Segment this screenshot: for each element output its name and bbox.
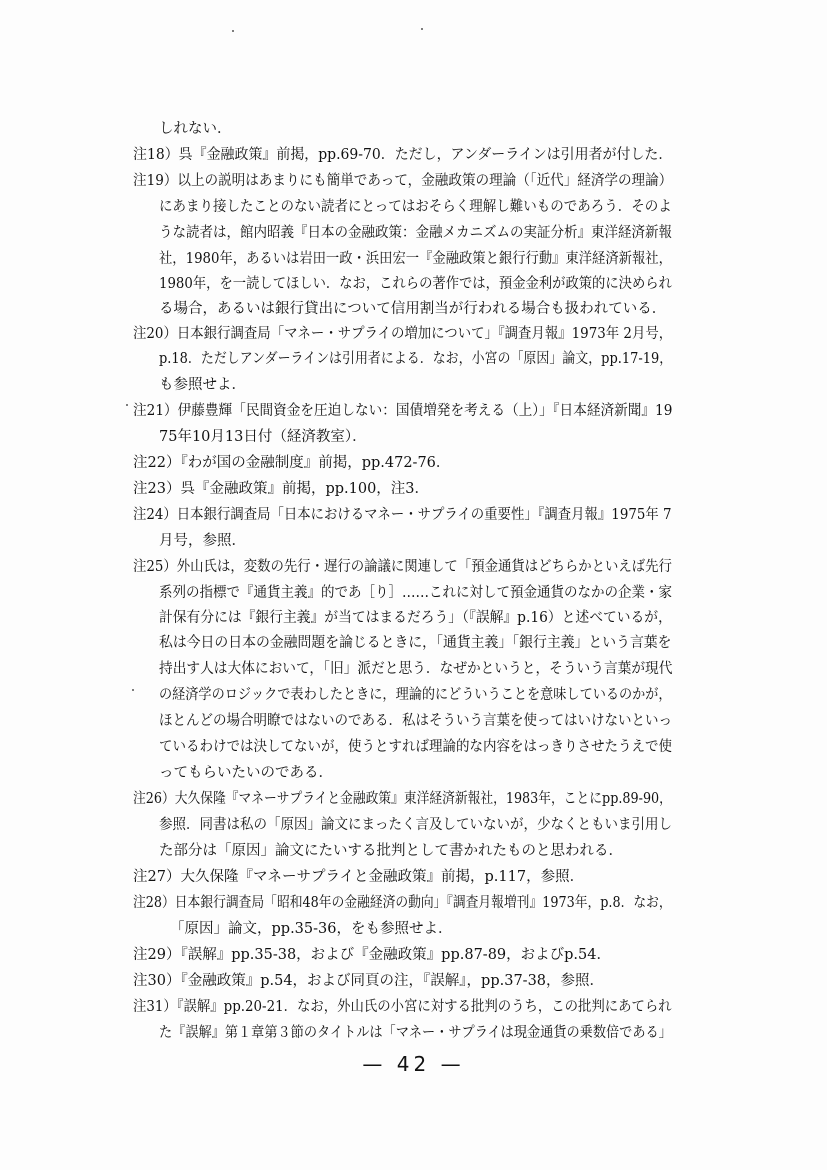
footnote-25-line-5: 持出す人は大体において，「旧」派だと思う．なぜかというと，そういう言葉が現代 <box>159 661 673 677</box>
footnote-30: 注30）『金融政策』p.54，および同頁の注，『誤解』，pp.37-38，参照． <box>133 973 605 989</box>
footnote-22: 注22）『わが国の金融制度』前掲，pp.472-76． <box>133 455 451 471</box>
footnote-19-line-5: 1980年，を一読してほしい．なお，これらの著作では，預金金利が政策的に決められ <box>159 276 672 292</box>
footnote-24-line-2: 月号，参照． <box>159 533 246 549</box>
text-line-01: しれない． <box>159 121 232 137</box>
scan-speck <box>126 404 128 406</box>
footnote-25-line-3: 計保有分には『銀行主義』が当てはまるだろう」（『誤解』p.16）と述べているが， <box>159 610 672 626</box>
scan-speck <box>421 28 423 30</box>
footnote-20-line-3: も参照せよ． <box>159 377 246 393</box>
footnote-20: 注20）日本銀行調査局「マネー・サプライの増加について」『調査月報』1973年 2月号， <box>133 326 673 342</box>
footnote-25-line-9: ってもらいたいのである． <box>159 765 333 781</box>
footnote-31: 注31）『誤解』pp.20-21．なお，外山氏の小宮に対する批判のうち，この批判にあてられ <box>133 999 672 1015</box>
footnote-26: 注26）大久保隆『マネーサプライと金融政策』東洋経済新報社，1983年，ことにpp.89-90， <box>133 791 672 807</box>
footnote-25-line-6: の経済学のロジックで表わしたときに，理論的にどういうことを意味しているのかが， <box>159 687 672 703</box>
footnote-24: 注24）日本銀行調査局「日本におけるマネー・サプライの重要性」『調査月報』1975年 7 <box>133 507 672 523</box>
scan-speck <box>132 689 134 691</box>
footnote-18: 注18）呉『金融政策』前掲，pp.69-70．ただし，アンダーラインは引用者が付した． <box>133 147 673 163</box>
footnote-19-line-2: にあまり接したことのない読者にとってはおそらく理解し難いものであろう．そのよ <box>159 199 672 215</box>
footnote-25-line-2: 系列の指標で『通貨主義』的であ［り］……これに対して預金通貨のなかの企業・家 <box>159 585 672 601</box>
footnote-28: 注28）日本銀行調査局「昭和48年の金融経済の動向」『調査月報増刊』1973年，p.8．なお， <box>133 895 672 911</box>
footnote-25-line-8: ているわけでは決してないが，使うとすれば理論的な内容をはっきりさせたうえで使 <box>159 739 672 755</box>
footnote-29: 注29）『誤解』pp.35-38，および『金融政策』pp.87-89，およびp.54． <box>133 947 611 963</box>
footnote-25-line-7: ほとんどの場合明瞭ではないのである．私はそういう言葉を使ってはいけないといっ <box>159 713 672 729</box>
footnote-19-line-6: る場合，あるいは銀行貸出について信用割当が行われる場合も扱われている． <box>159 301 667 317</box>
footnote-31-line-2: た『誤解』第１章第３節のタイトルは「マネー・サプライは現金通貨の乗数倍である」 <box>159 1025 672 1041</box>
footnote-26-line-2: 参照．同書は私の「原因」論文にまったく言及していないが，少なくともいま引用し <box>159 817 672 833</box>
footnote-19-line-3: うな読者は，館内昭義『日本の金融政策：金融メカニズムの実証分析』東洋経済新報 <box>159 225 672 241</box>
footnote-21-line-2: 75年10月13日付（経済教室）． <box>159 429 367 445</box>
footnote-25-line-4: 私は今日の日本の金融問題を論じるときに，「通貨主義」「銀行主義」という言葉を <box>159 635 672 651</box>
footnote-28-line-2: 「原因」論文，pp.35-36，をも参照せよ． <box>170 921 453 937</box>
scan-speck <box>232 30 234 32</box>
footnote-19-line-4: 社，1980年，あるいは岩田一政・浜田宏一『金融政策と銀行行動』東洋経済新報社， <box>159 251 672 267</box>
footnote-20-line-2: p.18．ただしアンダーラインは引用者による．なお，小宮の「原因」論文，pp.17-19， <box>159 351 673 367</box>
footnote-27: 注27）大久保隆『マネーサプライと金融政策』前掲，p.117，参照． <box>133 869 585 885</box>
footnote-21: 注21）伊藤豊輝「民間資金を圧迫しない：国債増発を考える（上）」『日本経済新聞』19 <box>133 403 673 419</box>
footnote-26-line-3: た部分は「原因」論文にたいする批判として書かれたものと思われる． <box>159 843 623 859</box>
footnote-23: 注23）呉『金融政策』前掲，pp.100，注3． <box>133 481 430 497</box>
footnote-19: 注19）以上の説明はあまりにも簡単であって，金融政策の理論（「近代」経済学の理論） <box>133 173 673 189</box>
page-number: — 42 — <box>362 1052 465 1076</box>
footnote-25: 注25）外山氏は，変数の先行・遅行の論議に関連して「預金通貨はどちらかといえば先行 <box>133 559 672 575</box>
